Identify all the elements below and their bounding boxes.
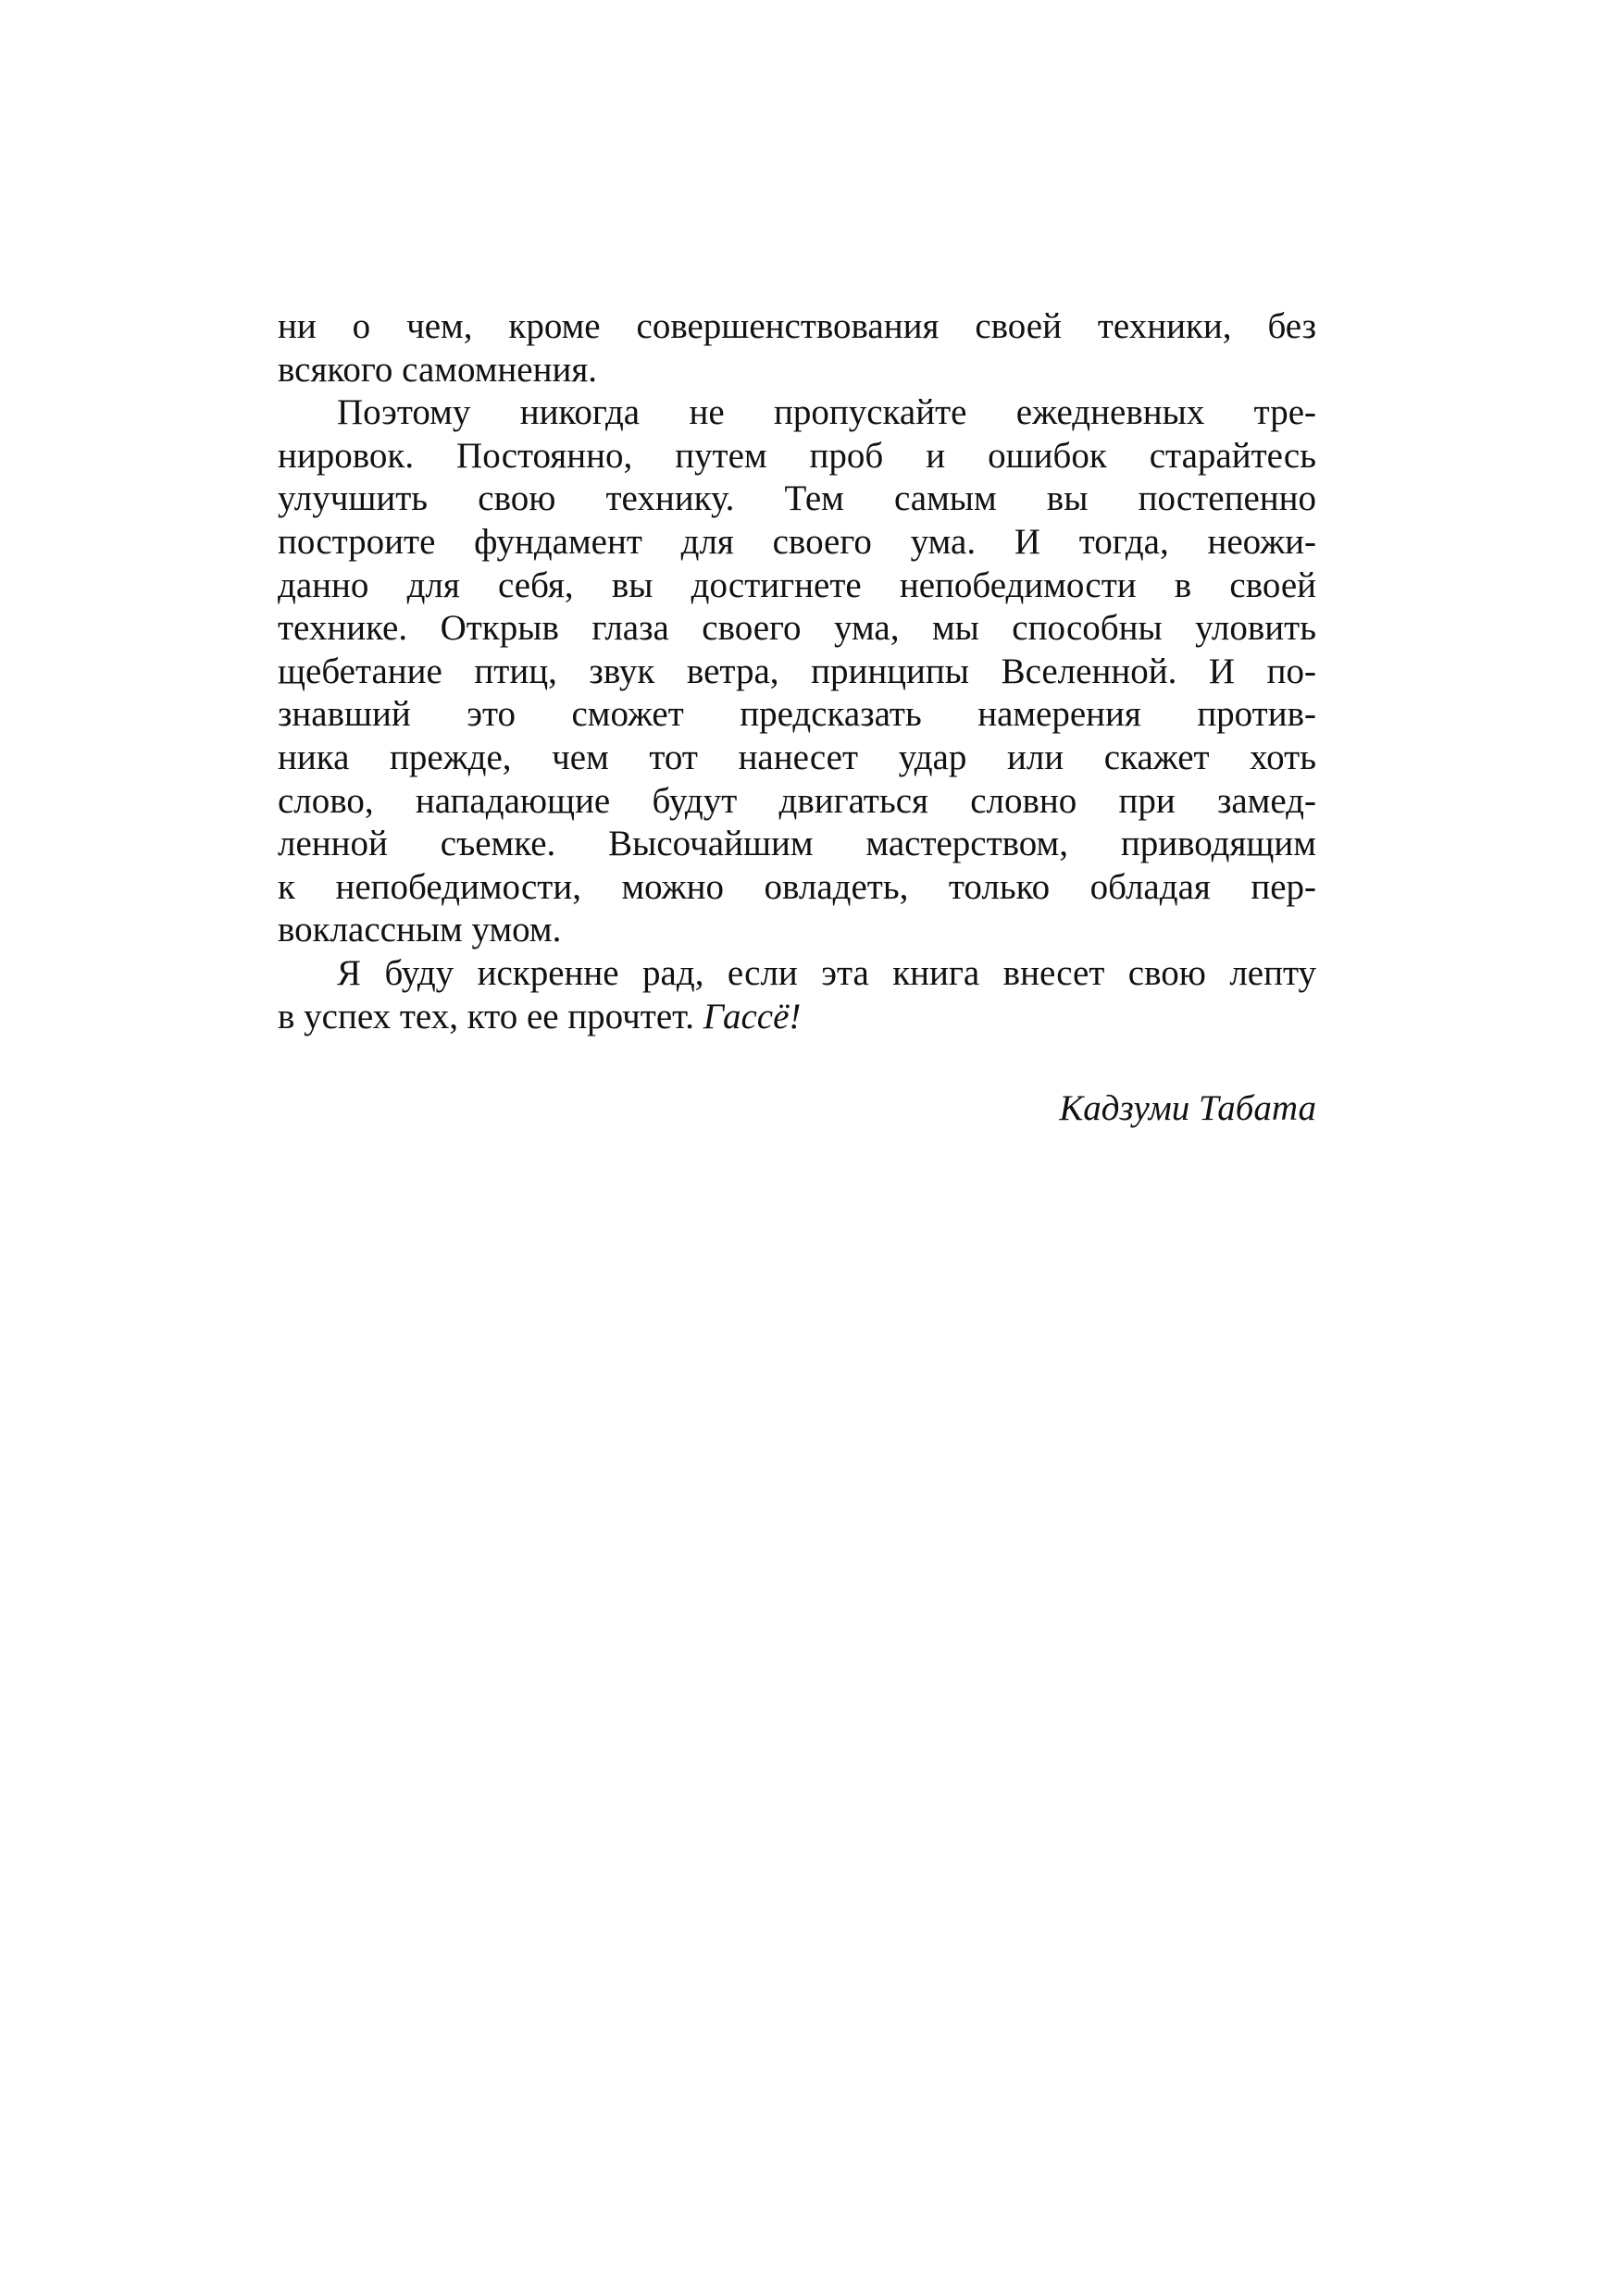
body-text xyxy=(278,305,1316,1038)
text-line: построите фундамент для своего ума. И тогда, неожи- xyxy=(278,521,1316,562)
text-line: Я буду искренне рад, если эта книга внесет свою лепту xyxy=(337,952,1316,993)
text-line: ни о чем, кроме совершенствования своей техники, без xyxy=(278,306,1316,346)
author-signature: Кадзуми Табата xyxy=(1059,1088,1316,1128)
text-line: данно для себя, вы достигнете непобедимости в своей xyxy=(278,565,1316,605)
text-line: щебетание птиц, звук ветра, принципы Вселенной. И по- xyxy=(278,651,1316,691)
text-line: ленной съемке. Высочайшим мастерством, приводящим xyxy=(278,824,1316,864)
text-line: знавший это сможет предсказать намерения против- xyxy=(278,694,1316,735)
closing-text: в успех тех, кто ее прочтет. xyxy=(278,996,695,1036)
text-line: слово, нападающие будут двигаться словно при замед- xyxy=(278,780,1316,821)
text-line: ника прежде, чем тот нанесет удар или скажет хоть xyxy=(278,737,1316,777)
text-line: Поэтому никогда не пропускайте ежедневных тре- xyxy=(337,392,1316,433)
text-line: всякого самомнения. xyxy=(278,349,598,390)
text-line: воклассным умом. xyxy=(278,910,562,950)
text-line: улучшить свою технику. Тем самым вы постепенно xyxy=(278,478,1316,519)
text-line: нировок. Постоянно, путем проб и ошибок старайтесь xyxy=(278,435,1316,476)
closing-line xyxy=(278,996,1316,1039)
text-line: к непобедимости, можно овладеть, только обладая пер- xyxy=(278,866,1316,907)
closing-exclamation: Гассё! xyxy=(703,996,802,1036)
text-line: технике. Открыв глаза своего ума, мы способны уловить xyxy=(278,608,1316,649)
